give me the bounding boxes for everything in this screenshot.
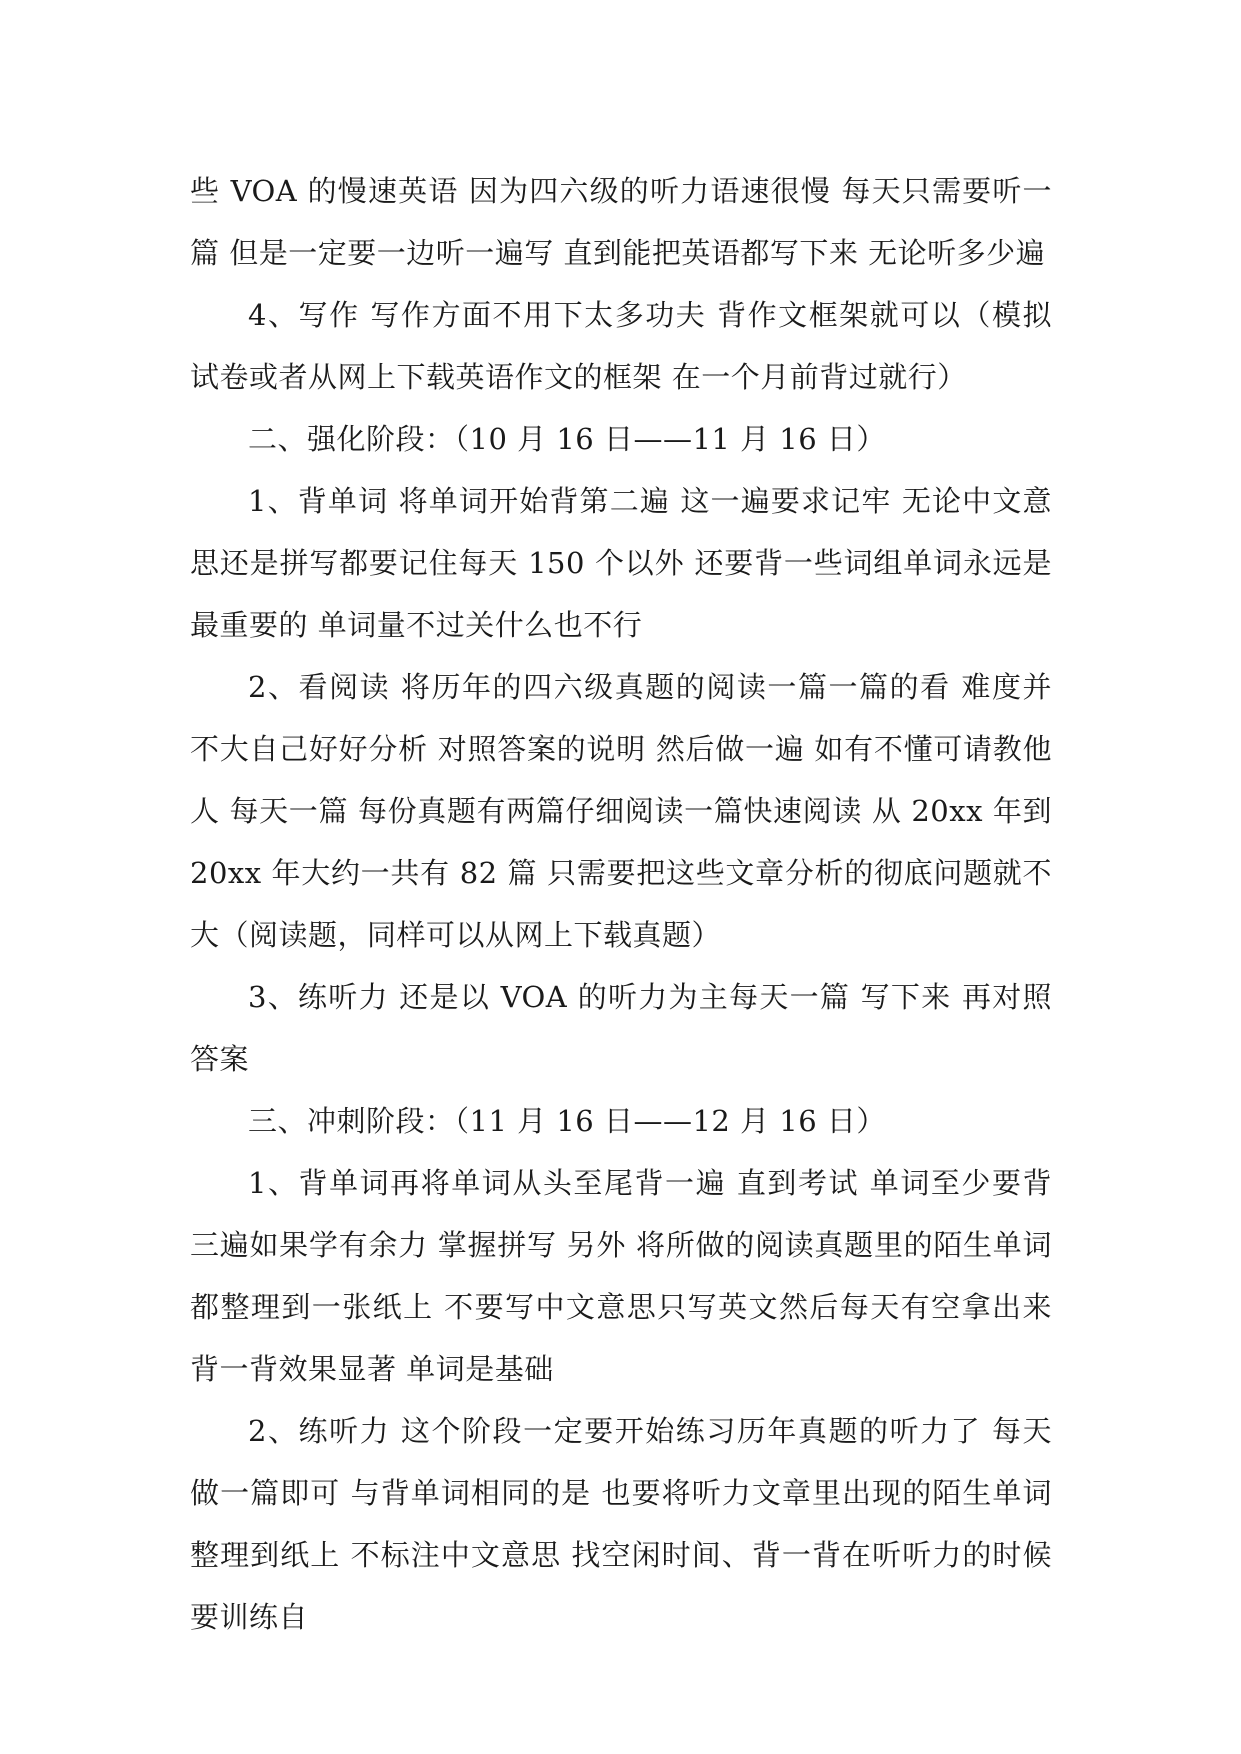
paragraph-stage-3-listening: 2、练听力 这个阶段一定要开始练习历年真题的听力了 每天做一篇即可 与背单词相同的是 也要将听力文章里出现的陌生单词整理到纸上 不标注中文意思 找空闲时间、背一背在听听力的时候要训练自 xyxy=(190,1414,1052,1634)
section-heading-stage-2: 二、强化阶段：（10 月 16 日——11 月 16 日） xyxy=(248,422,886,456)
section-heading-stage-3: 三、冲刺阶段：（11 月 16 日——12 月 16 日） xyxy=(248,1104,886,1138)
paragraph-stage-2-reading: 2、看阅读 将历年的四六级真题的阅读一篇一篇的看 难度并不大自己好好分析 对照答案的说明 然后做一遍 如有不懂可请教他人 每天一篇 每份真题有两篇仔细阅读一篇快速阅读 从 20xx 年到 20xx 年大约一共有 82 篇 只需要把这些文章分析的彻底问题就不大（阅读题，同样可以从网上下载真题） xyxy=(190,670,1052,952)
paragraph-stage-2-vocabulary: 1、背单词 将单词开始背第二遍 这一遍要求记牢 无论中文意思还是拼写都要记住每天 150 个以外 还要背一些词组单词永远是最重要的 单词量不过关什么也不行 xyxy=(190,484,1052,642)
document-body xyxy=(190,160,1052,1648)
paragraph-writing: 4、写作 写作方面不用下太多功夫 背作文框架就可以（模拟试卷或者从网上下载英语作文的框架 在一个月前背过就行） xyxy=(190,298,1052,394)
paragraph-stage-3-vocabulary: 1、背单词再将单词从头至尾背一遍 直到考试 单词至少要背三遍如果学有余力 掌握拼写 另外 将所做的阅读真题里的陌生单词都整理到一张纸上 不要写中文意思只写英文然后每天有空拿出来背一背效果显著 单词是基础 xyxy=(190,1166,1052,1386)
paragraph-stage-2-listening: 3、练听力 还是以 VOA 的听力为主每天一篇 写下来 再对照答案 xyxy=(190,980,1052,1076)
paragraph-listening-continuation: 些 VOA 的慢速英语 因为四六级的听力语速很慢 每天只需要听一篇 但是一定要一边听一遍写 直到能把英语都写下来 无论听多少遍 xyxy=(190,174,1052,270)
